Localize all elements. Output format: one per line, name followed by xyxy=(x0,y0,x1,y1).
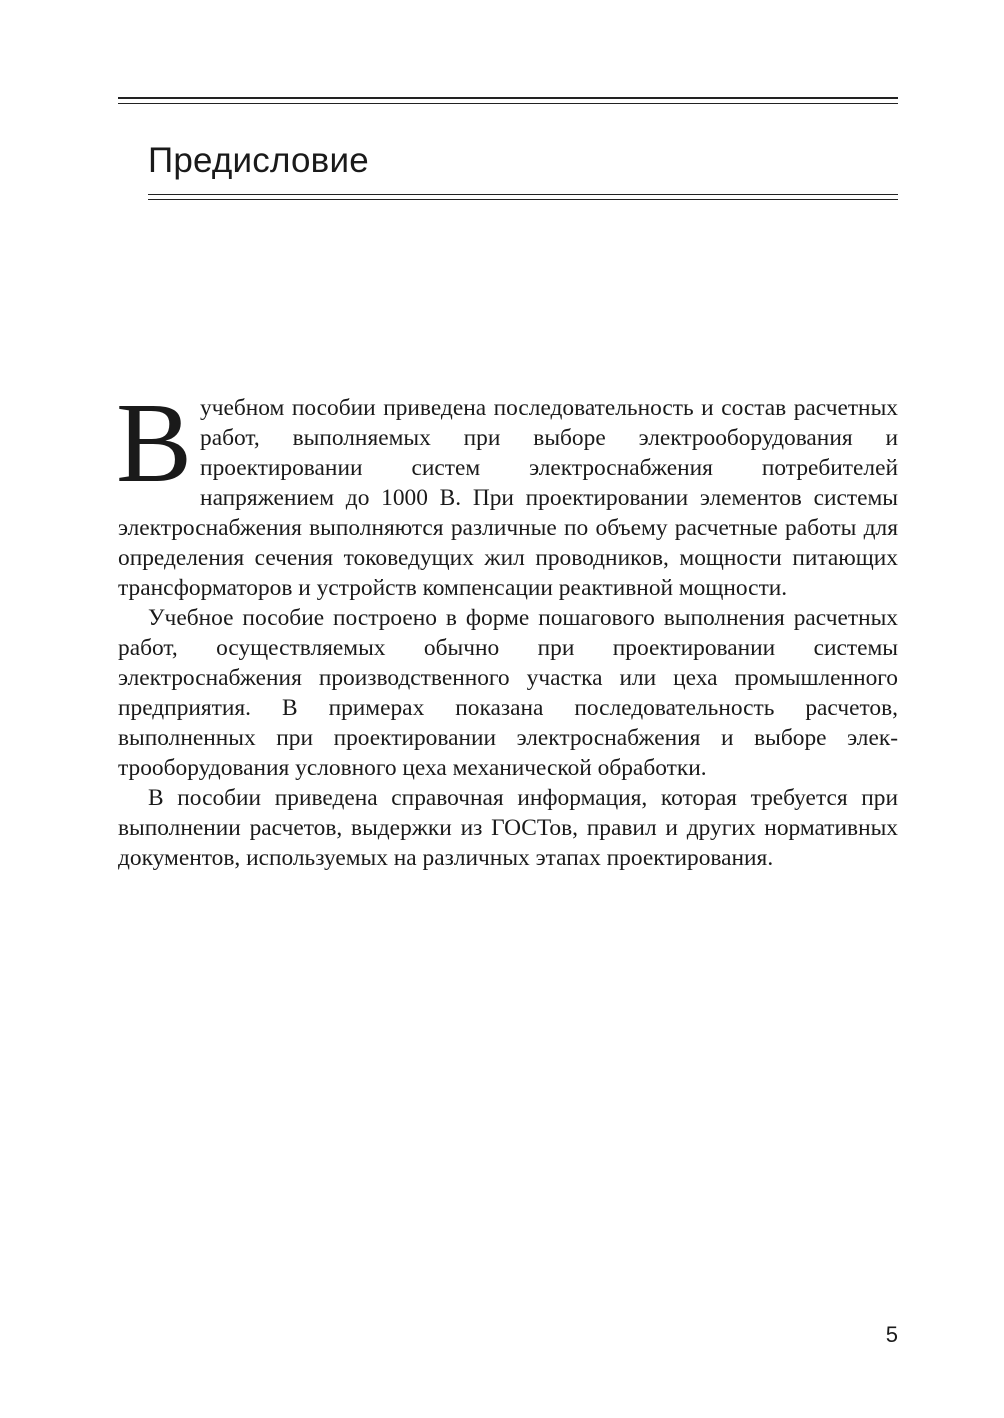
page-number: 5 xyxy=(885,1322,898,1347)
heading-rule xyxy=(148,194,898,195)
body-text xyxy=(116,379,898,873)
top-rule-thin xyxy=(118,103,898,104)
drop-cap: В xyxy=(116,379,193,506)
chapter-heading: Предисловие xyxy=(148,141,369,180)
paragraph-1 xyxy=(116,379,898,603)
paragraph-2: Учебное пособие построено в форме пошагового выполнения расчетных работ, осуществляемых обычно при проектировании системы электроснабжения производственного участка или цеха промышленного предприятия. В примерах показана последовательность расчетов, выполненных при проектировании электроснабжения и выборе электрооборудования условного цеха механической обработки. xyxy=(118,605,898,781)
paragraph-3: В пособии приведена справочная информация, которая требуется при выполнении расчетов, выдержки из ГОСТов, правил и других нормативных документов, используемых на различных этапах проектирования. xyxy=(118,785,898,871)
top-rule xyxy=(118,97,898,99)
heading-rule-second xyxy=(148,199,898,200)
paragraph-1-text: учебном пособии приведена последовательность и состав расчетных работ, выполняемых при выборе электрооборудования и проектировании систем электроснабжения потребителей напряжением до 1000 В. При проектировании элементов системы электроснабжения выполняются различные по объему расчетные работы для определения сечения токоведущих жил проводников, мощности питающих трансформаторов и устройств компенсации реактивной мощности. xyxy=(118,395,898,601)
